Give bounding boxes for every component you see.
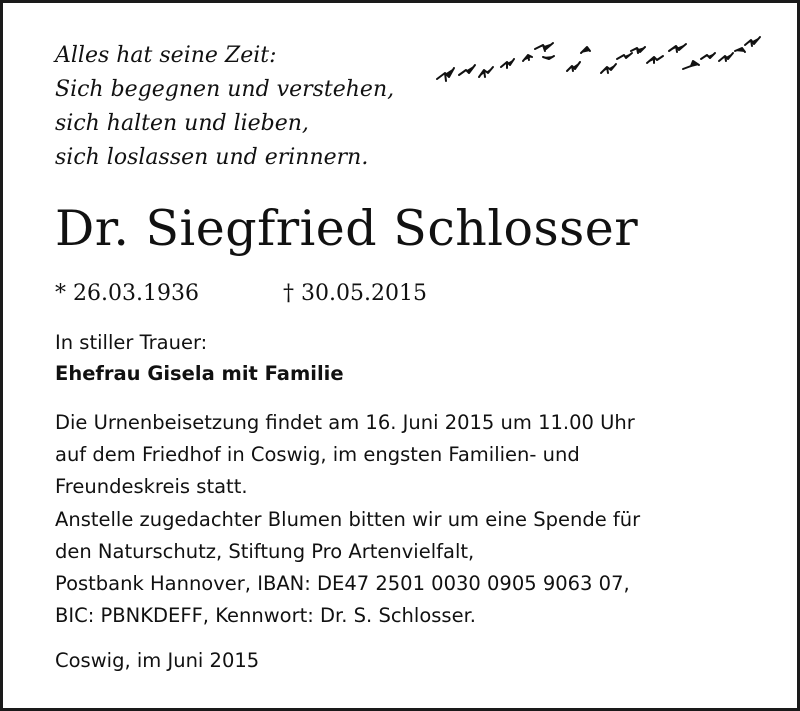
announcement-line: Freundeskreis statt.	[55, 475, 248, 499]
announcement-line: den Naturschutz, Stiftung Pro Artenvielfalt,	[55, 539, 475, 563]
poem-line: Sich begegnen und verstehen,	[55, 77, 395, 102]
announcement-line: BIC: PBNKDEFF, Kennwort: Dr. S. Schlosser.	[55, 604, 476, 628]
life-dates	[55, 279, 427, 309]
announcement-text	[55, 407, 640, 632]
poem	[55, 39, 394, 175]
poem-line: sich loslassen und erinnern.	[55, 145, 369, 170]
death-date: † 30.05.2015	[283, 281, 427, 306]
deceased-name: Dr. Siegfried Schlosser	[55, 200, 639, 257]
birth-date: * 26.03.1936	[55, 281, 199, 306]
poem-line: sich halten und lieben,	[55, 111, 309, 136]
announcement-line: Die Urnenbeisetzung findet am 16. Juni 2015 um 11.00 Uhr	[55, 411, 635, 434]
poem-line: Alles hat seine Zeit:	[55, 43, 277, 68]
announcement-line: auf dem Friedhof in Coswig, im engsten Familien- und	[55, 443, 580, 467]
mourning-label: In stiller Trauer:	[55, 331, 208, 354]
announcement-line: Postbank Hannover, IBAN: DE47 2501 0030 0905 9063 07,	[55, 572, 630, 596]
mourners: Ehefrau Gisela mit Familie	[55, 362, 344, 385]
flying-birds-icon	[431, 31, 771, 91]
announcement-line: Anstelle zugedachter Blumen bitten wir um eine Spende für	[55, 507, 641, 531]
place-and-date: Coswig, im Juni 2015	[55, 649, 260, 672]
